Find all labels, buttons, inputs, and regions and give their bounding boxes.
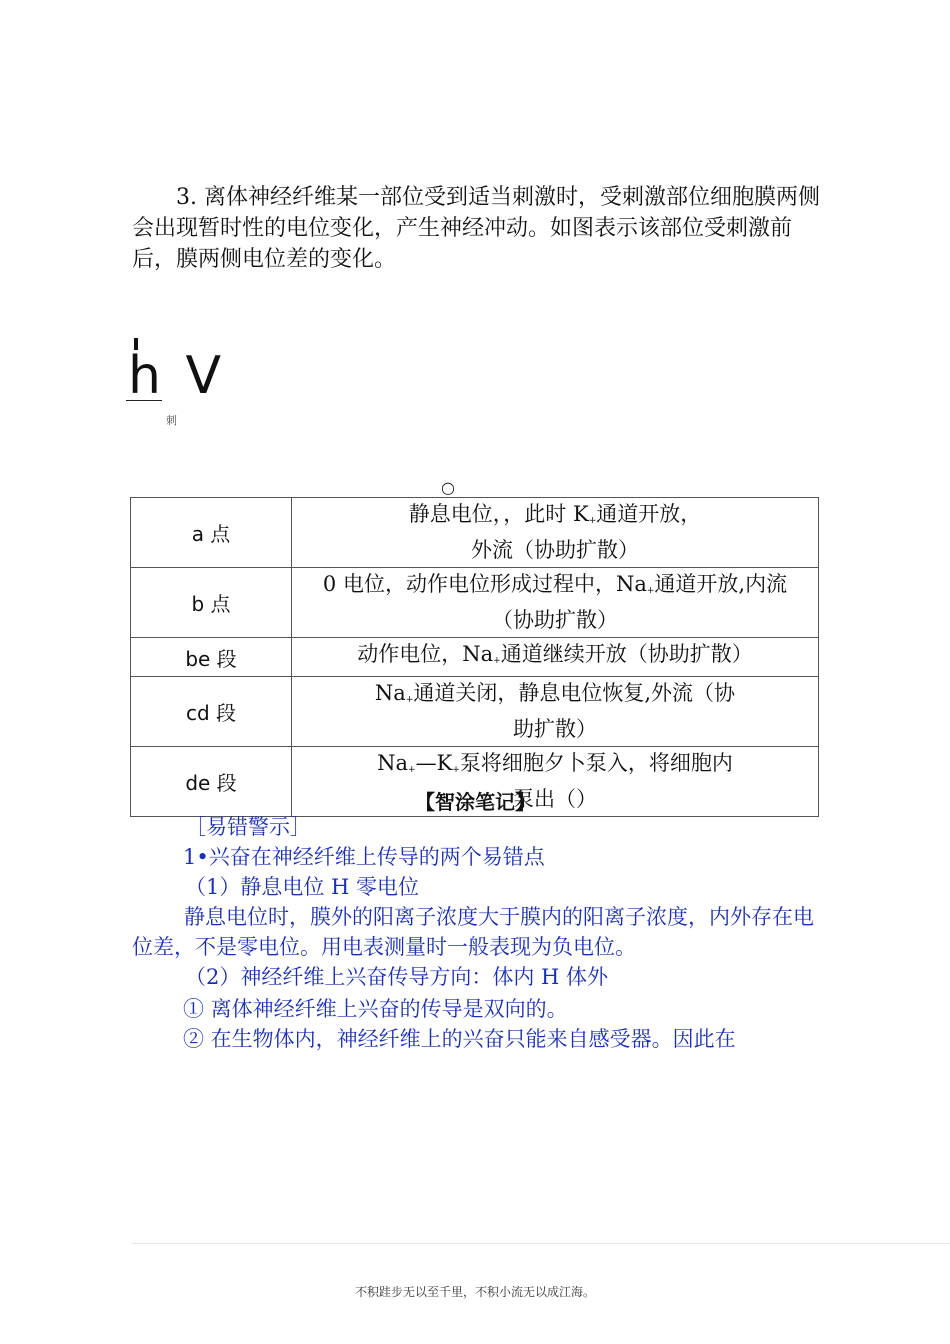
- warning-title: ［易错警示］: [185, 815, 311, 839]
- table-row: [131, 677, 819, 747]
- row-description: 0 电位，动作电位形成过程中，Na+通道开放,内流 （协助扩散）: [292, 568, 819, 638]
- row-label: a 点: [131, 498, 292, 568]
- list-item: ① 离体神经纤维上兴奋的传导是双向的。: [183, 997, 568, 1021]
- row-description: Na+通道关闭，静息电位恢复,外流（协 助扩散）: [292, 677, 819, 747]
- subpoint-2: （2）神经纤维上兴奋传导方向：体内 H 体外: [185, 965, 609, 989]
- graph-stimulus-label: 刺: [166, 414, 177, 427]
- graph-fragment-text: h V: [128, 346, 226, 406]
- table-row: [131, 568, 819, 638]
- row-label: be 段: [131, 638, 292, 677]
- potential-graph-fragment: [122, 330, 232, 430]
- footer-divider: [132, 1243, 950, 1244]
- row-description: 动作电位，Na+通道继续开放（协助扩散）: [292, 638, 819, 677]
- circle-mark: ○: [441, 478, 455, 497]
- footer-motto: 不积跬步无以至千里，不积小流无以成江海。: [354, 1285, 595, 1299]
- table-row: [131, 498, 819, 568]
- notes-heading: 【智涂笔记】: [415, 790, 535, 814]
- subpoint-1: （1）静息电位 H 零电位: [185, 875, 420, 899]
- question-paragraph: 3. 离体神经纤维某一部位受到适当刺激时，受刺激部位细胞膜两侧会出现暂时性的电位变化，产生神经冲动。如图表示该部位受刺激前后，膜两侧电位差的变化。: [132, 185, 820, 272]
- table-row: [131, 638, 819, 677]
- graph-x-axis: [126, 400, 162, 401]
- subpoint-1-body: 静息电位时，膜外的阳离子浓度大于膜内的阳离子浓度，内外存在电位差，不是零电位。用电表测量时一般表现为负电位。: [132, 905, 814, 959]
- list-item: ② 在生物体内，神经纤维上的兴奋只能来自感受器。因此在: [183, 1027, 736, 1051]
- row-label: cd 段: [131, 677, 292, 747]
- row-description: 静息电位，，此时 K+通道开放， 外流（协助扩散）: [292, 498, 819, 568]
- potential-table: [130, 497, 819, 817]
- point-1: 1•兴奋在神经纤维上传导的两个易错点: [183, 845, 545, 869]
- row-label: b 点: [131, 568, 292, 638]
- row-description: Na+—K+泵将细胞夕卜泵入，将细胞内 泵出（）: [292, 747, 819, 817]
- row-label: de 段: [131, 747, 292, 817]
